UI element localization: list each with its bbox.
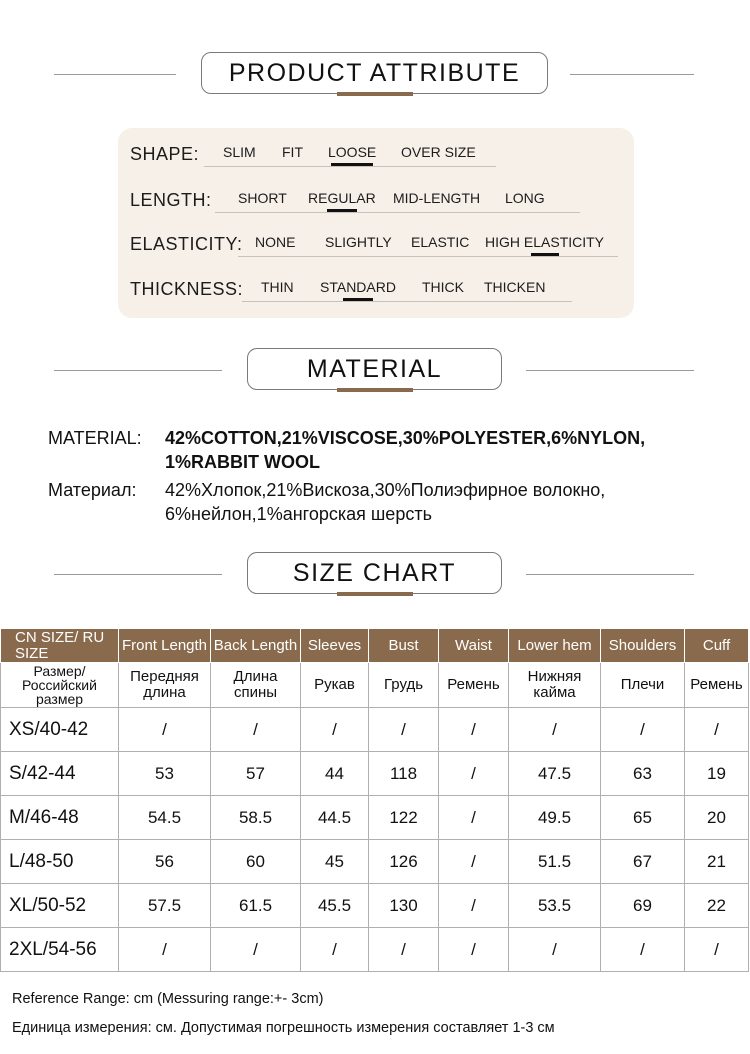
attribute-option: SLIGHTLY (325, 234, 392, 250)
table-header-row-en (1, 629, 749, 663)
attribute-option-selected: LOOSE (328, 144, 377, 160)
section-header-attribute (0, 52, 750, 98)
attribute-row-thickness (118, 277, 634, 307)
table-header-cell: Рукав (301, 663, 369, 708)
table-cell: 118 (369, 752, 439, 796)
section-title: MATERIAL (247, 348, 502, 390)
attribute-option-selected: HIGH ELASTICITY (485, 234, 605, 250)
table-header-row-ru (1, 663, 749, 708)
title-underline (337, 92, 413, 96)
table-header-cell: Нижняя кайма (509, 663, 601, 708)
section-title: SIZE CHART (247, 552, 502, 594)
reference-note-en: Reference Range: cm (Messuring range:+- 3cm) (12, 991, 324, 1007)
table-cell: 22 (685, 884, 749, 928)
table-cell: 51.5 (509, 840, 601, 884)
table-cell: 45.5 (301, 884, 369, 928)
table-cell: / (369, 928, 439, 972)
table-header-cell: Shoulders (601, 629, 685, 663)
table-cell: / (685, 708, 749, 752)
size-cell: XS/40-42 (1, 708, 119, 752)
attribute-option: THICK (422, 279, 464, 295)
size-cell: 2XL/54-56 (1, 928, 119, 972)
table-cell: 67 (601, 840, 685, 884)
size-cell: M/46-48 (1, 796, 119, 840)
table-cell: 130 (369, 884, 439, 928)
reference-note-ru: Единица измерения: см. Допустимая погрешность измерения составляет 1-3 см (12, 1020, 555, 1036)
divider (526, 370, 694, 371)
selection-marker (531, 253, 559, 256)
table-cell: / (211, 928, 301, 972)
attribute-option: ELASTIC (411, 234, 470, 250)
attribute-label: SHAPE: (130, 144, 200, 164)
table-cell: / (601, 928, 685, 972)
attribute-label: LENGTH: (130, 190, 212, 210)
table-cell: 126 (369, 840, 439, 884)
table-cell: 44 (301, 752, 369, 796)
table-cell: 47.5 (509, 752, 601, 796)
table-header-cell: Длина спины (211, 663, 301, 708)
table-row (1, 928, 749, 972)
section-header-material (0, 348, 750, 394)
table-cell: / (601, 708, 685, 752)
title-underline (337, 388, 413, 392)
table-cell: / (439, 884, 509, 928)
attribute-option: THICKEN (484, 279, 546, 295)
table-cell: 57 (211, 752, 301, 796)
table-cell: / (369, 708, 439, 752)
attribute-line (215, 212, 580, 213)
table-header-cell: Грудь (369, 663, 439, 708)
table-header-cell: Плечи (601, 663, 685, 708)
table-row (1, 708, 749, 752)
attribute-row-elasticity (118, 232, 634, 262)
attribute-line (238, 256, 618, 257)
attribute-option: OVER SIZE (401, 144, 476, 160)
table-cell: / (439, 708, 509, 752)
title-underline (337, 592, 413, 596)
table-cell: 20 (685, 796, 749, 840)
table-row (1, 840, 749, 884)
attribute-option: MID-LENGTH (393, 190, 481, 206)
attribute-line (242, 301, 572, 302)
selection-marker (327, 209, 357, 212)
size-cell: S/42-44 (1, 752, 119, 796)
size-cell: L/48-50 (1, 840, 119, 884)
table-cell: / (301, 708, 369, 752)
table-cell: 53.5 (509, 884, 601, 928)
attribute-option-selected: REGULAR (308, 190, 376, 206)
table-cell: 63 (601, 752, 685, 796)
attribute-option: SHORT (238, 190, 287, 206)
table-cell: 60 (211, 840, 301, 884)
table-row (1, 796, 749, 840)
selection-marker (331, 163, 373, 166)
table-cell: 53 (119, 752, 211, 796)
table-header-cell: Waist (439, 629, 509, 663)
attribute-label: ELASTICITY: (130, 234, 243, 254)
attribute-row-shape (118, 142, 634, 172)
section-header-size-chart (0, 552, 750, 598)
material-label-en: MATERIAL: (48, 428, 142, 448)
table-cell: 56 (119, 840, 211, 884)
attribute-option-selected: STANDARD (320, 279, 396, 295)
section-title: PRODUCT ATTRIBUTE (201, 52, 548, 94)
table-row (1, 752, 749, 796)
table-cell: / (301, 928, 369, 972)
table-header-cell: Размер/ Российский размер (1, 663, 119, 708)
table-cell: / (211, 708, 301, 752)
table-cell: 49.5 (509, 796, 601, 840)
table-header-cell: Cuff (685, 629, 749, 663)
table-cell: 21 (685, 840, 749, 884)
divider (570, 74, 694, 75)
attribute-label: THICKNESS: (130, 279, 244, 299)
material-composition-ru: 42%Хлопок,21%Вискоза,30%Полиэфирное волокно, (165, 480, 606, 500)
table-header-cell: Sleeves (301, 629, 369, 663)
table-header-cell: Ремень (439, 663, 509, 708)
material-composition-ru-cont: 6%нейлон,1%ангорская шерсть (165, 504, 432, 524)
table-header-cell: Передняя длина (119, 663, 211, 708)
material-composition-en: 42%COTTON,21%VISCOSE,30%POLYESTER,6%NYLON, (165, 428, 646, 448)
attribute-option: SLIM (223, 144, 256, 160)
table-header-cell: Ремень (685, 663, 749, 708)
attribute-option: THIN (261, 279, 294, 295)
table-cell: 54.5 (119, 796, 211, 840)
table-header-cell: CN SIZE/ RU SIZE (1, 629, 119, 663)
material-label-ru: Материал: (48, 480, 137, 500)
table-header-cell: Front Length (119, 629, 211, 663)
attribute-option: NONE (255, 234, 296, 250)
table-cell: 65 (601, 796, 685, 840)
table-cell: 69 (601, 884, 685, 928)
attribute-row-length (118, 188, 634, 218)
attribute-option: FIT (282, 144, 303, 160)
divider (54, 74, 176, 75)
table-cell: 61.5 (211, 884, 301, 928)
table-cell: / (439, 840, 509, 884)
table-cell: / (119, 708, 211, 752)
table-cell: 58.5 (211, 796, 301, 840)
table-cell: / (509, 928, 601, 972)
table-cell: / (119, 928, 211, 972)
table-cell: / (439, 796, 509, 840)
size-cell: XL/50-52 (1, 884, 119, 928)
divider (54, 370, 222, 371)
table-cell: 44.5 (301, 796, 369, 840)
attribute-panel (118, 128, 634, 318)
attribute-option: LONG (505, 190, 545, 206)
size-chart-table (0, 628, 749, 972)
table-cell: / (439, 928, 509, 972)
divider (526, 574, 694, 575)
table-header-cell: Back Length (211, 629, 301, 663)
table-cell: 45 (301, 840, 369, 884)
table-cell: 19 (685, 752, 749, 796)
table-cell: / (509, 708, 601, 752)
attribute-line (204, 166, 496, 167)
table-header-cell: Bust (369, 629, 439, 663)
material-composition-en-cont: 1%RABBIT WOOL (165, 452, 320, 472)
divider (54, 574, 222, 575)
table-header-cell: Lower hem (509, 629, 601, 663)
table-cell: / (439, 752, 509, 796)
table-cell: 122 (369, 796, 439, 840)
selection-marker (343, 298, 373, 301)
table-cell: / (685, 928, 749, 972)
table-row (1, 884, 749, 928)
table-cell: 57.5 (119, 884, 211, 928)
